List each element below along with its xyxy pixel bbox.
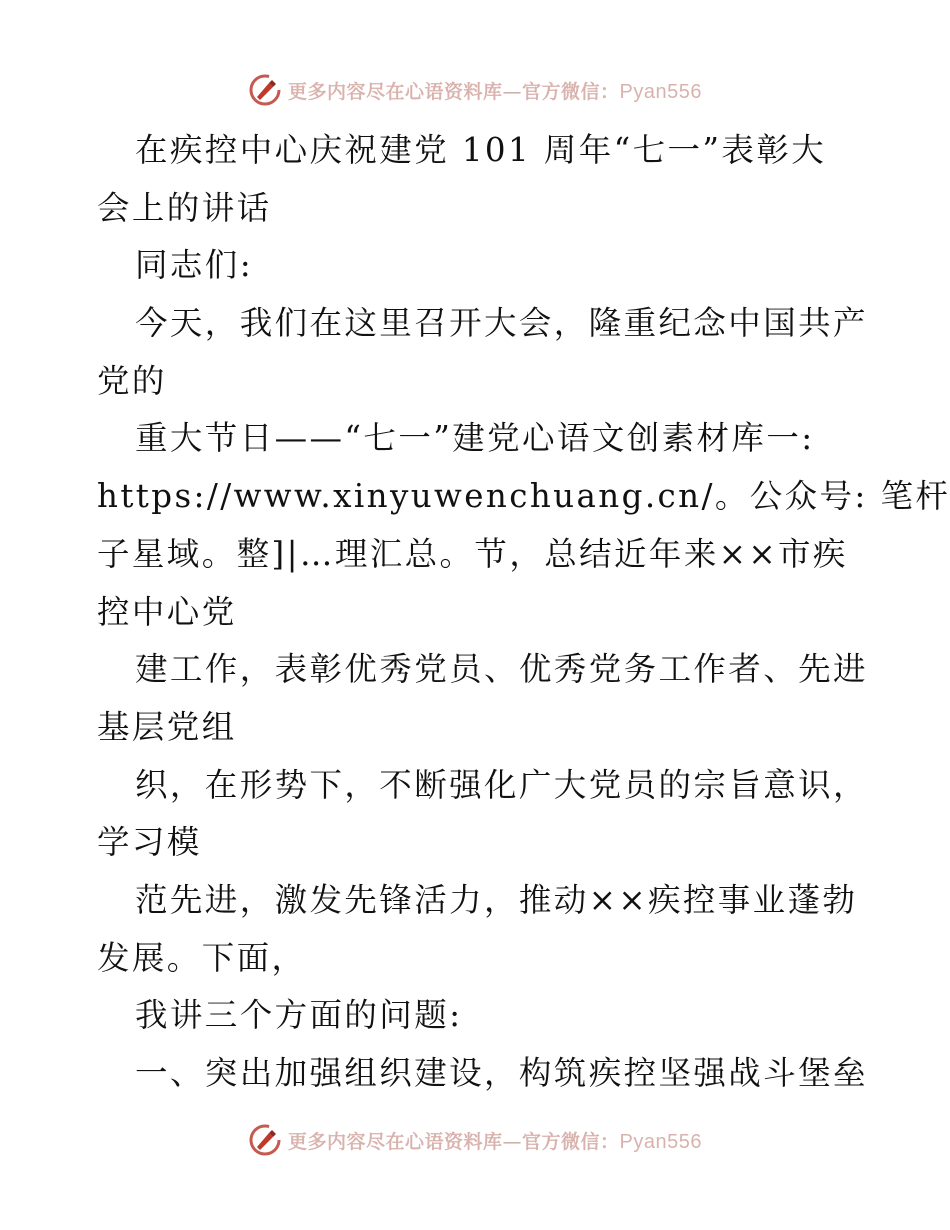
pen-nib-logo-icon: [248, 1123, 282, 1157]
watermark-banner-bottom: [0, 1120, 950, 1160]
doc-line: 一、突出加强组织建设，构筑疾控坚强战斗堡垒: [135, 1054, 868, 1092]
pen-nib-logo-icon: [248, 73, 282, 107]
doc-line: 范先进，激发先锋活力，推动××疾控事业蓬勃: [135, 880, 858, 919]
watermark-banner-top: [0, 70, 950, 110]
doc-line: 重大节日——“七一”建党心语文创素材库一:: [135, 419, 815, 458]
doc-line: 同志们:: [135, 246, 254, 285]
doc-line: https://www.xinyuwenchuang.cn/。公众号: 笔杆: [97, 477, 950, 516]
doc-line: 控中心党: [97, 592, 237, 631]
doc-line: 学习模: [97, 823, 202, 862]
doc-line: 建工作，表彰优秀党员、优秀党务工作者、先进: [135, 650, 868, 689]
doc-line: 今天，我们在这里召开大会，隆重纪念中国共产: [135, 304, 868, 343]
doc-line: 我讲三个方面的问题:: [135, 996, 463, 1035]
document-body: [97, 122, 950, 1103]
doc-line: 党的: [97, 361, 167, 400]
doc-line: 基层党组: [97, 707, 237, 746]
doc-line: 子星域。整]|…理汇总。节，总结近年来××市疾: [97, 534, 848, 573]
doc-line: 在疾控中心庆祝建党 101 周年“七一”表彰大: [135, 131, 827, 169]
watermark-text: 更多内容尽在心语资料库—官方微信：Pyan556: [288, 80, 702, 103]
doc-line: 会上的讲话: [97, 188, 272, 227]
doc-line: 发展。下面，: [97, 938, 307, 977]
watermark-text: 更多内容尽在心语资料库—官方微信：Pyan556: [288, 1130, 702, 1153]
doc-line: 织，在形势下，不断强化广大党员的宗旨意识，: [135, 765, 868, 804]
